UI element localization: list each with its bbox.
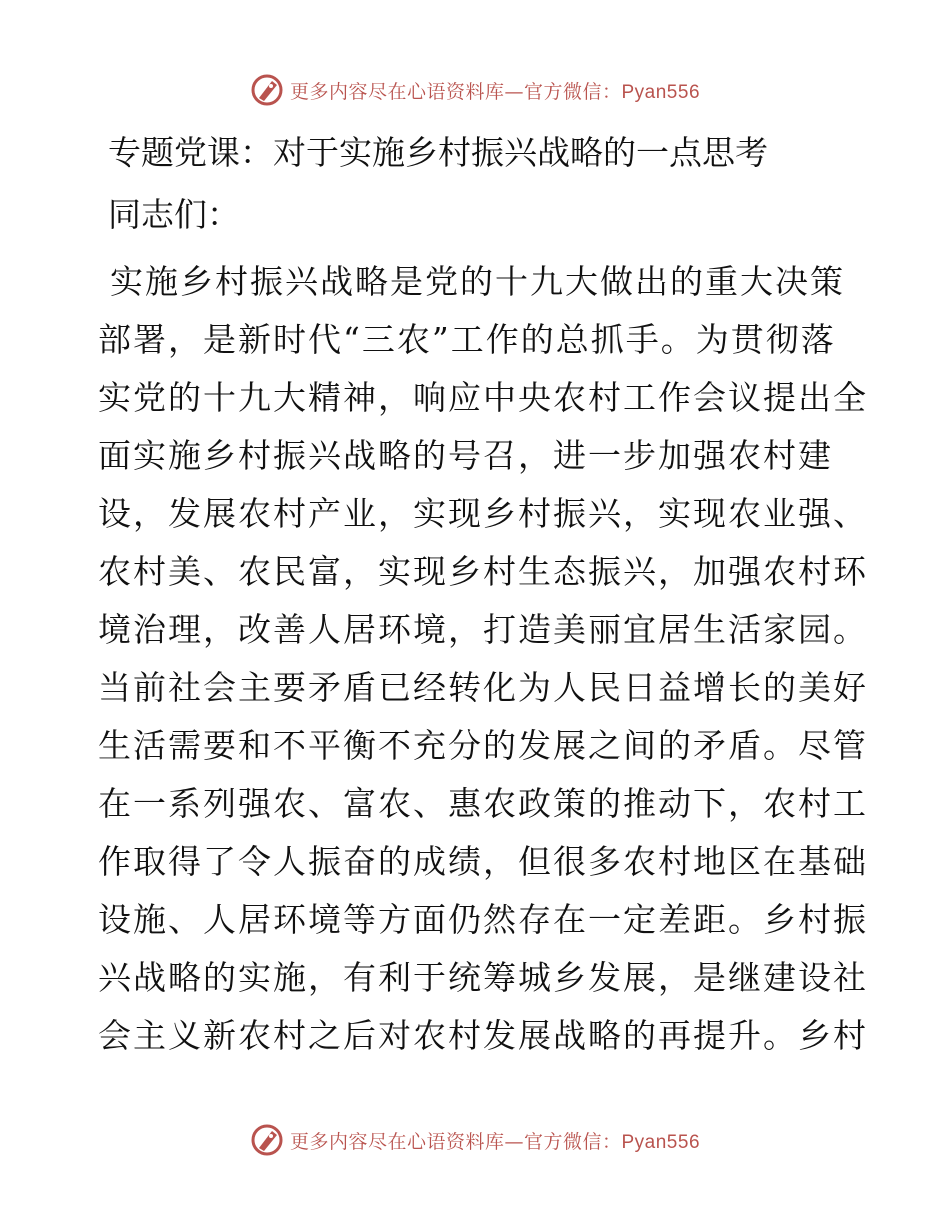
paragraph-line: 兴战略的实施，有利于统筹城乡发展，是继建设社: [98, 958, 868, 997]
salutation: 同志们：: [108, 195, 240, 234]
footer-banner: [0, 1120, 950, 1160]
paragraph-line: 在一系列强农、富农、惠农政策的推动下，农村工: [98, 784, 868, 823]
header-banner: [0, 70, 950, 110]
banner-label: 更多内容尽在心语资料库—官方微信：: [289, 80, 622, 103]
document-body: [98, 120, 868, 1065]
paragraph-line: 实施乡村振兴战略是党的十九大做出的重大决策: [110, 262, 845, 301]
paragraph-line: 会主义新农村之后对农村发展战略的再提升。乡村: [98, 1016, 868, 1055]
pen-nib-logo-icon: [250, 1123, 284, 1157]
paragraph-line: 部署，是新时代“三农”工作的总抓手。为贯彻落: [98, 320, 836, 359]
paragraph-line: 设，发展农村产业，实现乡村振兴，实现农业强、: [98, 494, 868, 533]
pen-nib-logo-icon: [250, 73, 284, 107]
paragraph-line: 设施、人居环境等方面仍然存在一定差距。乡村振: [98, 900, 868, 939]
paragraph-line: 面实施乡村振兴战略的号召，进一步加强农村建: [98, 436, 833, 475]
banner-text: [290, 1127, 700, 1154]
banner-label: 更多内容尽在心语资料库—官方微信：: [289, 1130, 622, 1153]
document-title: 专题党课：对于实施乡村振兴战略的一点思考: [108, 133, 768, 172]
paragraph-line: 境治理，改善人居环境，打造美丽宜居生活家园。: [98, 610, 868, 649]
paragraph-line: 农村美、农民富，实现乡村生态振兴，加强农村环: [98, 552, 868, 591]
paragraph-line: 作取得了令人振奋的成绩，但很多农村地区在基础: [98, 842, 868, 881]
banner-wechat-id: Pyan556: [621, 1131, 701, 1153]
paragraph-line: 实党的十九大精神，响应中央农村工作会议提出全: [98, 378, 868, 417]
paragraph-line: 当前社会主要矛盾已经转化为人民日益增长的美好: [98, 668, 868, 707]
banner-wechat-id: Pyan556: [621, 81, 701, 103]
paragraph-line: 生活需要和不平衡不充分的发展之间的矛盾。尽管: [98, 726, 868, 765]
banner-text: [290, 77, 700, 104]
paragraph: [98, 253, 868, 1065]
